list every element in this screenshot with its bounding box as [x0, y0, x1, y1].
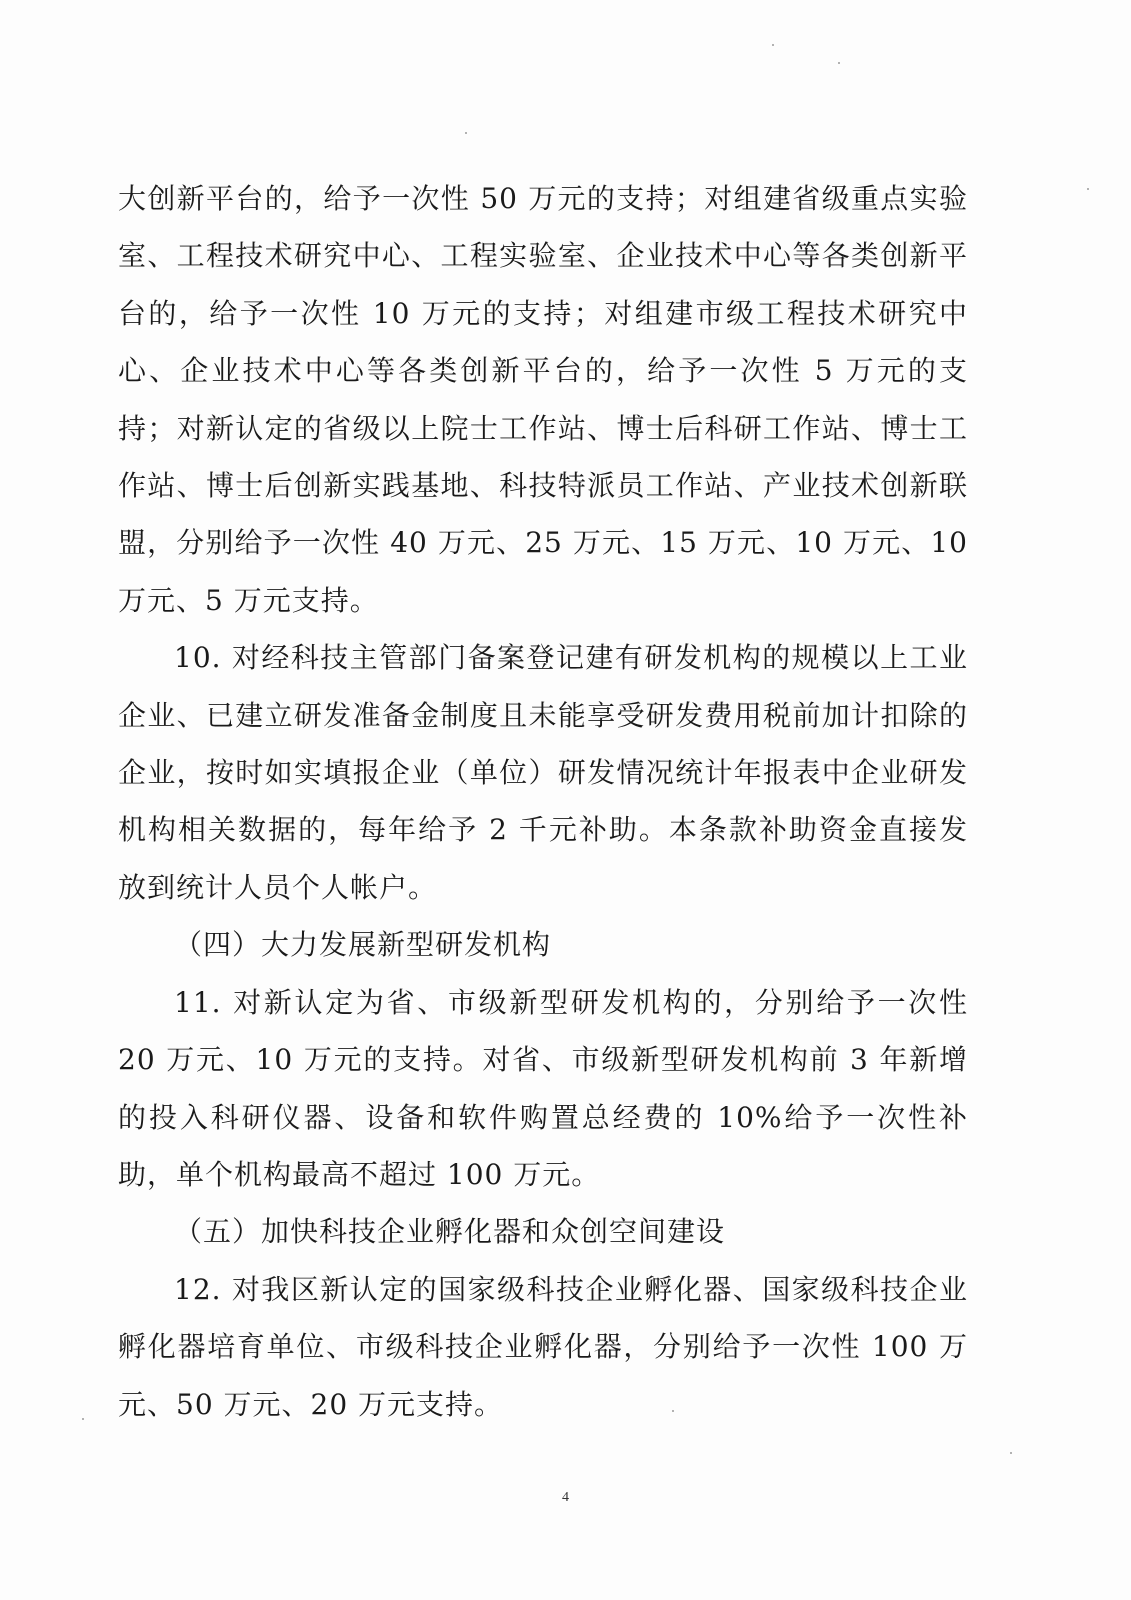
- section-heading: （四）大力发展新型研发机构: [174, 928, 552, 962]
- scan-speck: [465, 132, 467, 134]
- document-body: [118, 170, 968, 1433]
- body-paragraph: 12. 对我区新认定的国家级科技企业孵化器、国家级科技企业孵化器培育单位、市级科技企业孵化器，分别给予一次性 100 万元、50 万元、20 万元支持。: [118, 1272, 968, 1421]
- scan-speck: [1010, 1452, 1012, 1454]
- body-paragraph: 11. 对新认定为省、市级新型研发机构的，分别给予一次性 20 万元、10 万元的支持。对省、市级新型研发机构前 3 年新增的投入科研仪器、设备和软件购置总经费的 10%给予一次性补助，单个机构最高不超过 100 万元。: [118, 985, 968, 1191]
- body-paragraph: 10. 对经科技主管部门备案登记建有研发机构的规模以上工业企业、已建立研发准备金制度且未能享受研发费用税前加计扣除的企业，按时如实填报企业（单位）研发情况统计年报表中企业研发机构相关数据的，每年给予 2 千元补助。本条款补助资金直接发放到统计人员个人帐户。: [118, 641, 968, 904]
- scan-speck: [1087, 188, 1089, 190]
- scan-speck: [772, 44, 774, 46]
- page-number: 4: [562, 1490, 569, 1505]
- body-paragraph: 大创新平台的，给予一次性 50 万元的支持；对组建省级重点实验室、工程技术研究中心、工程实验室、企业技术中心等各类创新平台的，给予一次性 10 万元的支持；对组建市级工程技术研究中心、企业技术中心等各类创新平台的，给予一次性 5 万元的支持；对新认定的省级以上院士工作站、博士后科研工作站、博士工作站、博士后创新实践基地、科技特派员工作站、产业技术创新联盟，分别给予一次性 40 万元、25 万元、15 万元、10 万元、10 万元、5 万元支持。: [118, 182, 968, 617]
- scan-speck: [82, 1418, 84, 1420]
- section-heading: （五）加快科技企业孵化器和众创空间建设: [174, 1215, 726, 1249]
- scan-speck: [838, 62, 840, 64]
